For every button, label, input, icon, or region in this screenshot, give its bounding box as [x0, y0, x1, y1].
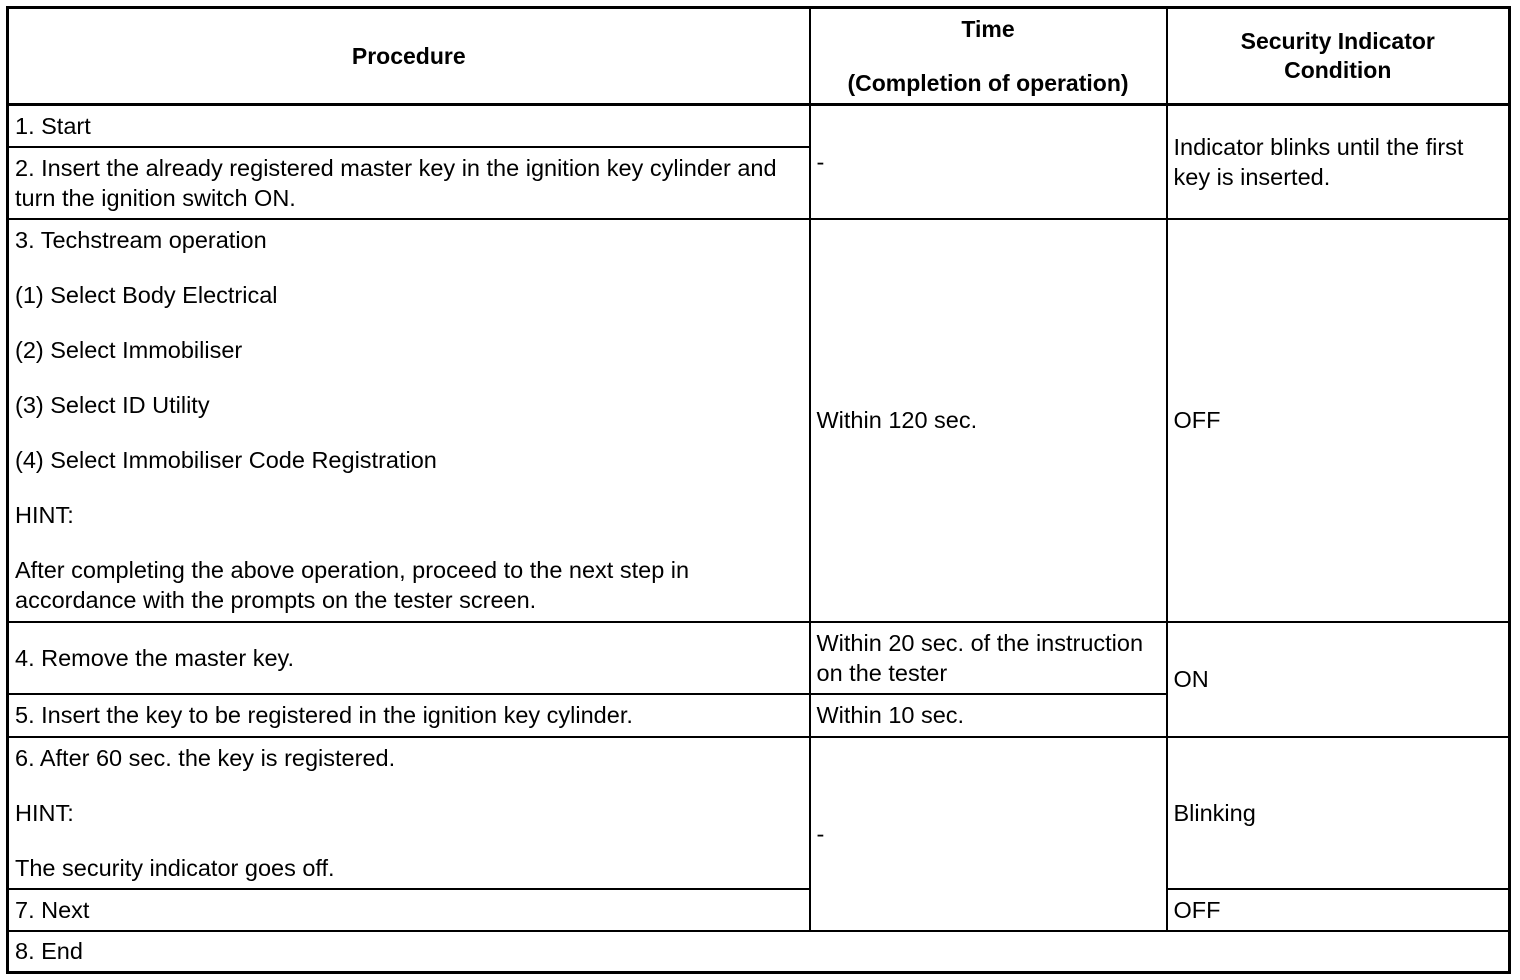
row5-time: Within 10 sec. [810, 694, 1167, 737]
table-row-8 [8, 931, 1510, 973]
row3-title: 3. Techstream operation [15, 227, 267, 253]
row6-security: Blinking [1167, 737, 1510, 889]
row4-5-security: ON [1167, 622, 1510, 737]
row3-hint-label: HINT: [15, 502, 74, 528]
row7-procedure: 7. Next [8, 889, 810, 931]
row6-procedure [8, 737, 810, 889]
row4-time: Within 20 sec. of the instruction on the tester [810, 622, 1167, 694]
row8-procedure: 8. End [8, 931, 1510, 973]
header-procedure-label: Procedure [351, 42, 466, 69]
row1-2-security: Indicator blinks until the first key is inserted. [1167, 105, 1510, 219]
row3-hint-text: After completing the above operation, proceed to the next step in accordance with the prompts on the tester screen. [15, 557, 690, 613]
row3-procedure [8, 219, 810, 622]
header-security-line1: Security Indicator [1240, 28, 1435, 54]
row3-security: OFF [1167, 219, 1510, 622]
row2-procedure: 2. Insert the already registered master key in the ignition key cylinder and turn the ignition switch ON. [8, 147, 810, 219]
row6-hint-text: The security indicator goes off. [15, 854, 335, 881]
header-security-line2: Condition [1284, 57, 1392, 83]
table-row-3 [8, 219, 1510, 622]
row1-2-time: - [810, 105, 1167, 219]
header-row [8, 8, 1510, 105]
table-row-7 [8, 889, 1510, 931]
header-time-subtitle: (Completion of operation) [847, 69, 1129, 96]
table-row-4 [8, 622, 1510, 694]
header-security-indicator [1167, 8, 1510, 105]
row6-7-time: - [810, 737, 1167, 931]
header-time [810, 8, 1167, 105]
table-row-6 [8, 737, 1510, 889]
row3-step-2: (2) Select Immobiliser [15, 337, 243, 363]
header-time-title: Time [961, 15, 1015, 42]
row6-hint-label: HINT: [15, 799, 74, 826]
header-procedure [8, 8, 810, 105]
row5-procedure: 5. Insert the key to be registered in the ignition key cylinder. [8, 694, 810, 737]
row3-step-1: (1) Select Body Electrical [15, 282, 278, 308]
table-row-1 [8, 105, 1510, 147]
row3-step-3: (3) Select ID Utility [15, 392, 210, 418]
row1-procedure: 1. Start [8, 105, 810, 147]
row3-time: Within 120 sec. [810, 219, 1167, 622]
row7-security: OFF [1167, 889, 1510, 931]
row3-step-4: (4) Select Immobiliser Code Registration [15, 447, 437, 473]
procedure-table [6, 6, 1511, 974]
row6-title: 6. After 60 sec. the key is registered. [15, 744, 396, 771]
row4-procedure: 4. Remove the master key. [8, 622, 810, 694]
